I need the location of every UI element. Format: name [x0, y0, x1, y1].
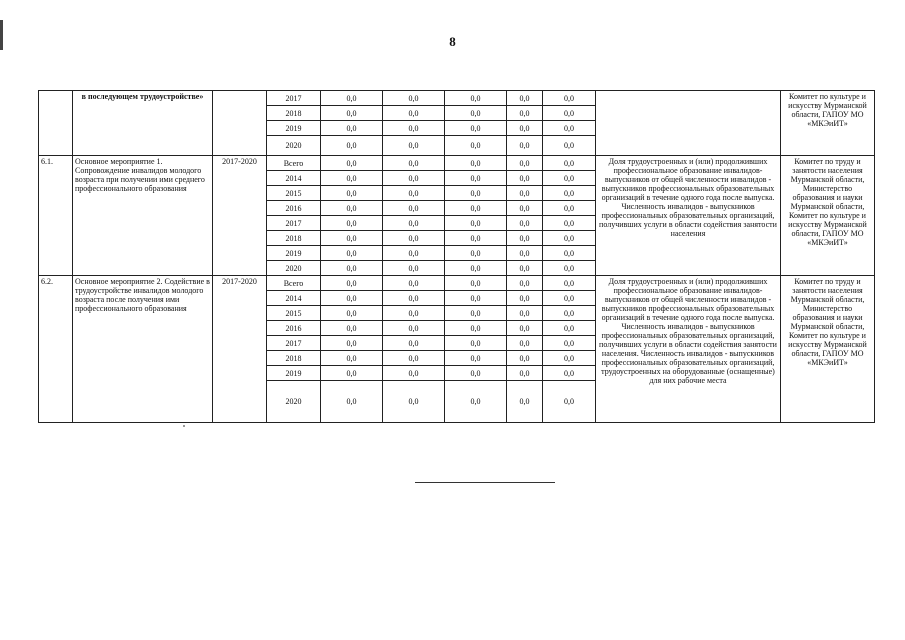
value-cell: 0,0: [321, 261, 383, 276]
value-cell: 0,0: [321, 186, 383, 201]
value-cell: 0,0: [321, 306, 383, 321]
value-cell: 0,0: [507, 201, 543, 216]
year-cell: 2020: [267, 381, 321, 423]
year-cell: 2017: [267, 216, 321, 231]
value-cell: 0,0: [383, 231, 445, 246]
scan-speck: [183, 425, 185, 427]
value-cell: 0,0: [543, 156, 596, 171]
value-cell: 0,0: [507, 121, 543, 136]
value-cell: 0,0: [543, 171, 596, 186]
table-row: [39, 91, 875, 106]
program-measures-table: [38, 90, 875, 423]
value-cell: 0,0: [445, 291, 507, 306]
value-cell: 0,0: [445, 171, 507, 186]
value-cell: 0,0: [507, 336, 543, 351]
value-cell: 0,0: [445, 201, 507, 216]
year-cell: 2016: [267, 201, 321, 216]
value-cell: 0,0: [507, 171, 543, 186]
value-cell: 0,0: [321, 216, 383, 231]
value-cell: 0,0: [507, 261, 543, 276]
value-cell: 0,0: [507, 291, 543, 306]
value-cell: 0,0: [445, 351, 507, 366]
value-cell: 0,0: [543, 306, 596, 321]
value-cell: 0,0: [383, 261, 445, 276]
value-cell: 0,0: [321, 201, 383, 216]
year-cell: 2016: [267, 321, 321, 336]
value-cell: 0,0: [321, 351, 383, 366]
year-cell: 2019: [267, 246, 321, 261]
value-cell: 0,0: [383, 336, 445, 351]
value-cell: 0,0: [321, 156, 383, 171]
bottom-separator-line: [415, 482, 555, 483]
year-cell: 2015: [267, 186, 321, 201]
value-cell: 0,0: [383, 381, 445, 423]
value-cell: 0,0: [445, 136, 507, 156]
value-cell: 0,0: [543, 91, 596, 106]
year-cell: 2018: [267, 231, 321, 246]
value-cell: 0,0: [543, 106, 596, 121]
value-cell: 0,0: [543, 261, 596, 276]
measure-period: 2017-2020: [213, 276, 267, 423]
value-cell: 0,0: [383, 321, 445, 336]
value-cell: 0,0: [383, 201, 445, 216]
year-cell: 2018: [267, 106, 321, 121]
value-cell: 0,0: [321, 171, 383, 186]
year-cell: Всего: [267, 276, 321, 291]
value-cell: 0,0: [383, 366, 445, 381]
value-cell: 0,0: [321, 91, 383, 106]
measure-period: [213, 91, 267, 156]
year-cell: 2019: [267, 366, 321, 381]
measure-number: 6.1.: [39, 156, 73, 276]
value-cell: 0,0: [507, 351, 543, 366]
year-cell: 2020: [267, 136, 321, 156]
value-cell: 0,0: [543, 136, 596, 156]
value-cell: 0,0: [321, 336, 383, 351]
value-cell: 0,0: [507, 366, 543, 381]
value-cell: 0,0: [445, 366, 507, 381]
value-cell: 0,0: [321, 366, 383, 381]
value-cell: 0,0: [445, 276, 507, 291]
year-cell: 2020: [267, 261, 321, 276]
value-cell: 0,0: [507, 246, 543, 261]
value-cell: 0,0: [543, 336, 596, 351]
value-cell: 0,0: [383, 171, 445, 186]
value-cell: 0,0: [321, 381, 383, 423]
value-cell: 0,0: [321, 291, 383, 306]
value-cell: 0,0: [321, 136, 383, 156]
year-cell: Всего: [267, 156, 321, 171]
measure-name: Основное мероприятие 2. Содействие в трудоустройстве инвалидов молодого возраста после получения ими профессионального образования: [73, 276, 213, 423]
value-cell: 0,0: [383, 186, 445, 201]
value-cell: 0,0: [445, 321, 507, 336]
value-cell: 0,0: [383, 216, 445, 231]
responsible-executor: Комитет по труду и занятости населения Мурманской области, Министерство образования и науки Мурманской области, Комитет по культуре и искусству Мурманской области, ГАПОУ МО «МКЭиИТ»: [781, 156, 875, 276]
measure-period: 2017-2020: [213, 156, 267, 276]
value-cell: 0,0: [445, 156, 507, 171]
value-cell: 0,0: [507, 91, 543, 106]
value-cell: 0,0: [543, 121, 596, 136]
year-cell: 2014: [267, 291, 321, 306]
value-cell: 0,0: [383, 246, 445, 261]
value-cell: 0,0: [321, 106, 383, 121]
table-row: [39, 156, 875, 171]
value-cell: 0,0: [507, 381, 543, 423]
value-cell: 0,0: [445, 336, 507, 351]
value-cell: 0,0: [507, 306, 543, 321]
table-row: [39, 276, 875, 291]
responsible-executor: Комитет по культуре и искусству Мурманской области, ГАПОУ МО «МКЭиИТ»: [781, 91, 875, 156]
value-cell: 0,0: [507, 231, 543, 246]
value-cell: 0,0: [383, 121, 445, 136]
value-cell: 0,0: [543, 216, 596, 231]
target-indicator: Доля трудоустроенных и (или) продолживших профессиональное образование инвалидов-выпускников от общей численности инвалидов - выпускников профессиональных образовательных организаций в течение одного года после выпуска. Численность инвалидов - выпускников профессиональных образовательных организаций, получивших услуги в области содействия занятости населения: [596, 156, 781, 276]
value-cell: 0,0: [445, 231, 507, 246]
year-cell: 2014: [267, 171, 321, 186]
value-cell: 0,0: [383, 156, 445, 171]
year-cell: 2017: [267, 91, 321, 106]
value-cell: 0,0: [507, 186, 543, 201]
value-cell: 0,0: [543, 246, 596, 261]
value-cell: 0,0: [321, 121, 383, 136]
value-cell: 0,0: [445, 306, 507, 321]
measure-number: [39, 91, 73, 156]
value-cell: 0,0: [507, 321, 543, 336]
value-cell: 0,0: [321, 321, 383, 336]
value-cell: 0,0: [543, 231, 596, 246]
value-cell: 0,0: [507, 106, 543, 121]
value-cell: 0,0: [543, 276, 596, 291]
value-cell: 0,0: [445, 216, 507, 231]
value-cell: 0,0: [543, 186, 596, 201]
year-cell: 2018: [267, 351, 321, 366]
value-cell: 0,0: [543, 351, 596, 366]
value-cell: 0,0: [383, 91, 445, 106]
value-cell: 0,0: [445, 246, 507, 261]
value-cell: 0,0: [445, 121, 507, 136]
value-cell: 0,0: [383, 306, 445, 321]
value-cell: 0,0: [383, 291, 445, 306]
value-cell: 0,0: [507, 156, 543, 171]
page-number: 8: [449, 34, 456, 49]
value-cell: 0,0: [543, 381, 596, 423]
value-cell: 0,0: [445, 91, 507, 106]
year-cell: 2019: [267, 121, 321, 136]
measure-name: Основное мероприятие 1. Сопровождение инвалидов молодого возраста при получении ими среднего профессионального образования: [73, 156, 213, 276]
value-cell: 0,0: [543, 321, 596, 336]
value-cell: 0,0: [321, 246, 383, 261]
responsible-executor: Комитет по труду и занятости населения Мурманской области, Министерство образования и науки Мурманской области, Комитет по культуре и искусству Мурманской области, ГАПОУ МО «МКЭиИТ»: [781, 276, 875, 423]
measure-name: в последующем трудоустройстве»: [73, 91, 213, 156]
value-cell: 0,0: [445, 261, 507, 276]
value-cell: 0,0: [507, 136, 543, 156]
value-cell: 0,0: [383, 106, 445, 121]
measure-number: 6.2.: [39, 276, 73, 423]
target-indicator: Доля трудоустроенных и (или) продолживших профессиональное образование инвалидов-выпускников от общей численности инвалидов - выпускников профессиональных образовательных организаций в течение одного года после выпуска. Численность инвалидов - выпускников профессиональных образовательных организаций, получивших услуги в области содействия занятости населения. Численность инвалидов - выпускников профессиональных образовательных организаций, трудоустроенных на оборудованные (оснащенные) для них рабочие места: [596, 276, 781, 423]
value-cell: 0,0: [445, 186, 507, 201]
value-cell: 0,0: [543, 291, 596, 306]
value-cell: 0,0: [383, 276, 445, 291]
value-cell: 0,0: [507, 216, 543, 231]
value-cell: 0,0: [445, 381, 507, 423]
value-cell: 0,0: [383, 351, 445, 366]
value-cell: 0,0: [321, 231, 383, 246]
value-cell: 0,0: [507, 276, 543, 291]
value-cell: 0,0: [543, 201, 596, 216]
target-indicator: [596, 91, 781, 156]
year-cell: 2015: [267, 306, 321, 321]
value-cell: 0,0: [445, 106, 507, 121]
value-cell: 0,0: [321, 276, 383, 291]
year-cell: 2017: [267, 336, 321, 351]
value-cell: 0,0: [543, 366, 596, 381]
value-cell: 0,0: [383, 136, 445, 156]
